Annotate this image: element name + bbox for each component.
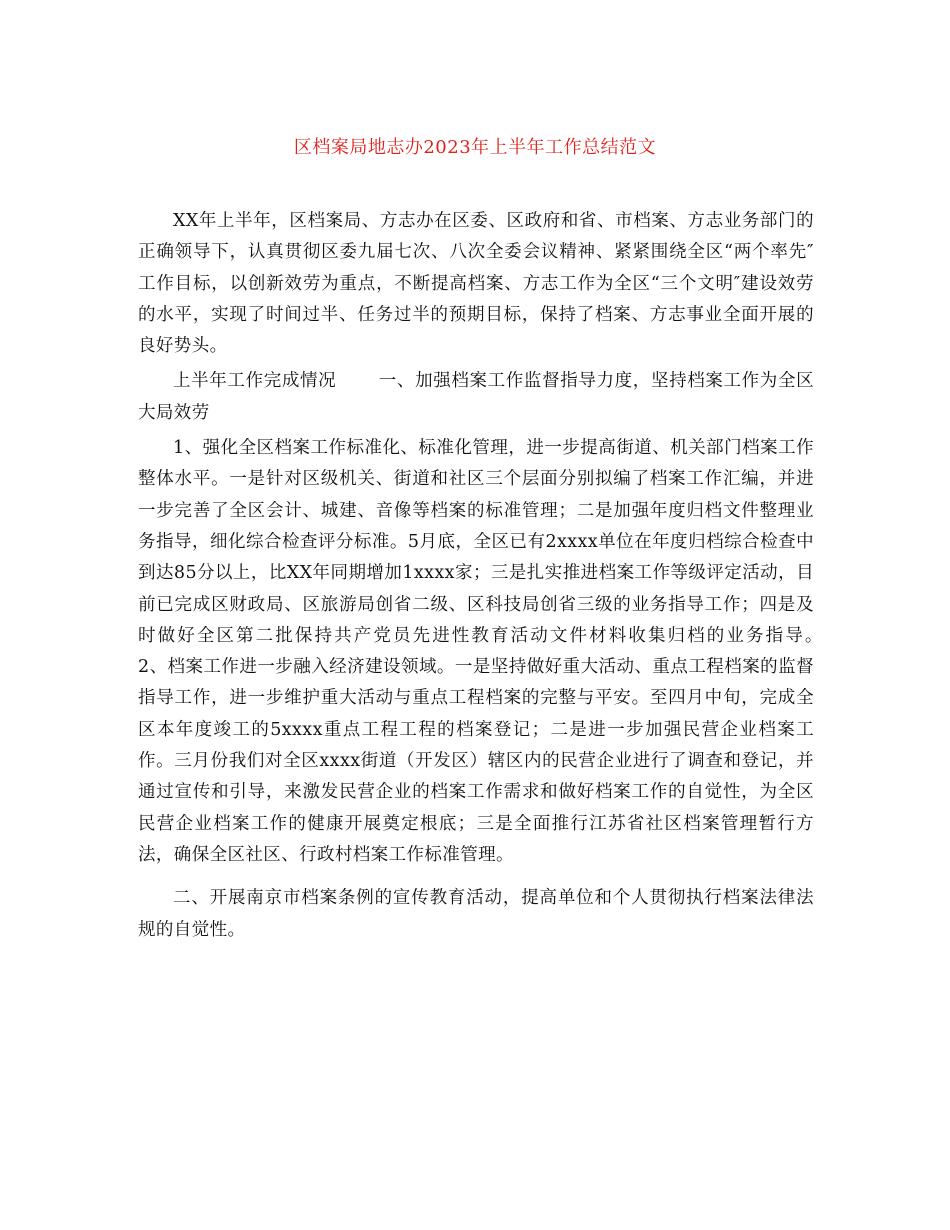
paragraph-section-heading: 上半年工作完成情况 一、加强档案工作监督指导力度，坚持档案工作为全区大局效劳 (138, 371, 814, 423)
document-title: 区档案局地志办2023年上半年工作总结范文 (293, 137, 657, 158)
paragraph-details: 1、强化全区档案工作标准化、标准化管理，进一步提高街道、机关部门档案工作整体水平。一是针对区级机关、街道和社区三个层面分别拟编了档案工作汇编，并进一步完善了全区会计、城建、音像等档案的标准管理；二是加强年度归档文件整理业务指导，细化综合检查评分标准。5月底，全区已有2xxxx单位在年度归档综合检查中到达85分以上，比XX年同期增加1xxxx家；三是扎实推进档案工作等级评定活动，目前已完成区财政局、区旅游局创省二级、区科技局创省三级的业务指导工作；四是及时做好全区第二批保持共产党员先进性教育活动文件材料收集归档的业务指导。 2、档案工作进一步融入经济建设领域。一是坚持做好重大活动、重点工程档案的监督指导工作，进一步维护重大活动与重点工程档案的完整与平安。至四月中旬，完成全区本年度竣工的5xxxx重点工程工程的档案登记；二是进一步加强民营企业档案工作。三月份我们对全区xxxx街道（开发区）辖区内的民营企业进行了调查和登记，并通过宣传和引导，来激发民营企业的档案工作需求和做好档案工作的自觉性，为全区民营企业档案工作的健康开展奠定根底；三是全面推行江苏省社区档案管理暂行方法，确保全区社区、行政村档案工作标准管理。 (138, 438, 868, 865)
document-body (138, 206, 868, 946)
paragraph-section-two: 二、开展南京市档案条例的宣传教育活动，提高单位和个人贯彻执行档案法律法规的自觉性。 (138, 888, 814, 940)
paragraph-intro: XX年上半年，区档案局、方志办在区委、区政府和省、市档案、方志业务部门的正确领导下，认真贯彻区委九届七次、八次全委会议精神、紧紧围绕全区“两个率先″工作目标，以创新效劳为重点，不断提高档案、方志工作为全区“三个文明″建设效劳的水平，实现了时间过半、任务过半的预期目标，保持了档案、方志事业全面开展的良好势头。 (138, 211, 814, 357)
